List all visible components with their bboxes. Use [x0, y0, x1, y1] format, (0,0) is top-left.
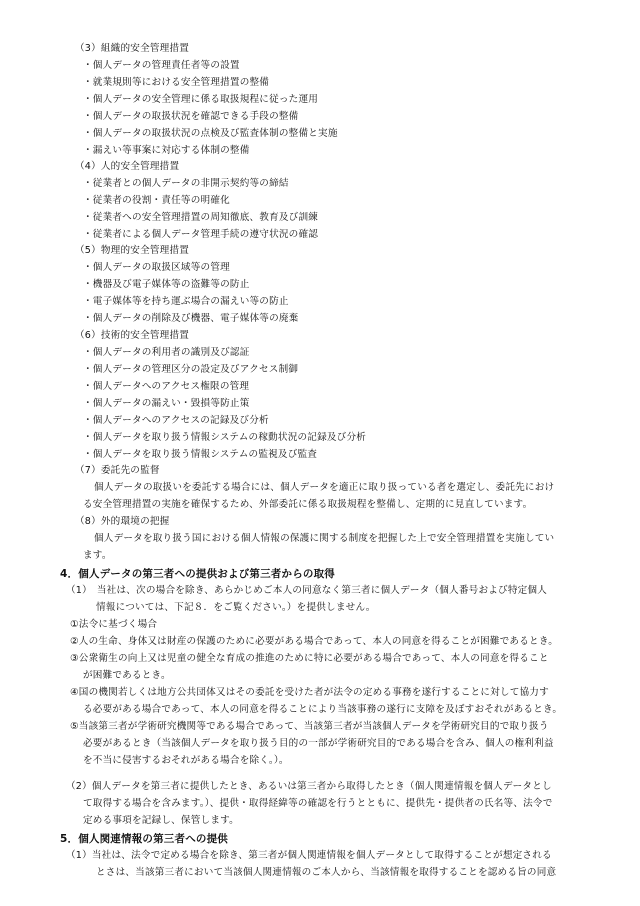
- section-title-technical: （6）技術的安全管理措置: [75, 330, 190, 341]
- section-title-outsourcing: （7）委託先の監督: [75, 465, 160, 476]
- case-item: ⑤当該第三者が学術研究機関等である場合であって、当該第三者が当該個人データを学術研究目的で取り扱う: [70, 721, 549, 732]
- paragraph-line: 定める事項を記録し、保管します。: [83, 815, 239, 826]
- list-item: ・個人データの管理区分の設定及びアクセス制御: [83, 364, 299, 375]
- case-item: ①法令に基づく場合: [70, 619, 158, 630]
- paragraph-line: 情報については、下記８．をご覧ください。）を提供しません。: [96, 602, 376, 613]
- list-item: ・個人データの管理責任者等の設置: [83, 60, 240, 71]
- case-item-continued: る必要がある場合であって、本人の同意を得ることにより当該事務の遂行に支障を及ぼすおそれがあるとき。: [83, 704, 563, 715]
- paragraph-line: ます。: [83, 550, 112, 561]
- section-title-organizational: （3）組織的安全管理措置: [75, 43, 190, 54]
- case-item: ②人の生命、身体又は財産の保護のために必要がある場合であって、本人の同意を得ることが困難であるとき。: [70, 636, 559, 647]
- paragraph-line: とさは、当該第三者において当該個人関連情報のご本人から、当該情報を取得することを認める旨の同意: [96, 867, 557, 878]
- list-item: ・漏えい等事案に対応する体制の整備: [83, 145, 250, 156]
- case-item: ④国の機関若しくは地方公共団体又はその委託を受けた者が法令の定める事務を遂行することに対して協力す: [70, 687, 549, 698]
- list-item: ・個人データの漏えい・毀損等防止策: [83, 398, 250, 409]
- section-title-external-environment: （8）外的環境の把握: [75, 516, 170, 527]
- list-item: ・従業者との個人データの非開示契約等の締結: [83, 178, 289, 189]
- list-item: ・従業者への安全管理措置の周知徹底、教育及び訓練: [83, 212, 319, 223]
- case-item-continued: が困難であるとき。: [83, 670, 171, 681]
- list-item: ・個人データへのアクセス権限の管理: [83, 381, 250, 392]
- paragraph-line: （2）個人データを第三者に提供したとき、あるいは第三者から取得したとき（個人関連情報を個人データとし: [66, 781, 552, 792]
- list-item: ・個人データの利用者の識別及び認証: [83, 347, 250, 358]
- list-item: ・機器及び電子媒体等の盗難等の防止: [83, 279, 250, 290]
- paragraph-line: （1）当社は、法令で定める場合を除き、第三者が個人関連情報を個人データとして取得することが想定される: [66, 850, 552, 861]
- list-item: ・個人データへのアクセスの記録及び分析: [83, 415, 269, 426]
- case-item: ③公衆衛生の向上又は児童の健全な育成の推進のために特に必要がある場合であって、本人の同意を得ること: [70, 653, 549, 664]
- paragraph-line: （1） 当社は、次の場合を除き、あらかじめご本人の同意なく第三者に個人データ（個人番号および特定個人: [66, 585, 548, 596]
- section-title-physical: （5）物理的安全管理措置: [75, 245, 190, 256]
- list-item: ・個人データの取扱状況を確認できる手段の整備: [83, 111, 299, 122]
- paragraph-line: て取得する場合を含みます。）、提供・取得経緯等の確認を行うとともに、提供先・提供者の氏名等、法令で: [83, 798, 553, 809]
- case-item-continued: 必要があるとき（当該個人データを取り扱う目的の一部が学術研究目的である場合を含み、個人の権利利益: [83, 738, 554, 749]
- list-item: ・個人データの取扱状況の点検及び監査体制の整備と実施: [83, 128, 338, 139]
- case-item-continued: を不当に侵害するおそれがある場合を除く。）。: [83, 755, 289, 766]
- section-heading-4: 4．個人データの第三者への提供および第三者からの取得: [60, 568, 336, 580]
- section-title-human: （4）人的安全管理措置: [75, 161, 180, 172]
- paragraph-line: る安全管理措置の実施を確保するため、外部委託に係る取扱規程を整備し、定期的に見直しています。: [83, 499, 533, 510]
- list-item: ・個人データの取扱区域等の管理: [83, 262, 230, 273]
- list-item: ・従業者の役割・責任等の明確化: [83, 195, 230, 206]
- section-heading-5: 5．個人関連情報の第三者への提供: [60, 833, 229, 845]
- list-item: ・個人データの削除及び機器、電子媒体等の廃棄: [83, 313, 299, 324]
- list-item: ・電子媒体等を持ち運ぶ場合の漏えい等の防止: [83, 296, 289, 307]
- list-item: ・個人データを取り扱う情報システムの監視及び監査: [83, 449, 318, 460]
- list-item: ・就業規則等における安全管理措置の整備: [83, 77, 270, 88]
- paragraph-line: 個人データを取り扱う国における個人情報の保護に関する制度を把握した上で安全管理措置を実施してい: [94, 533, 555, 544]
- list-item: ・個人データを取り扱う情報システムの稼動状況の記録及び分析: [83, 432, 367, 443]
- paragraph-line: 個人データの取扱いを委託する場合には、個人データを適正に取り扱っている者を選定し、委託先におけ: [94, 482, 555, 493]
- list-item: ・個人データの安全管理に係る取扱規程に従った運用: [83, 94, 319, 105]
- list-item: ・従業者による個人データ管理手続の遵守状況の確認: [83, 229, 319, 240]
